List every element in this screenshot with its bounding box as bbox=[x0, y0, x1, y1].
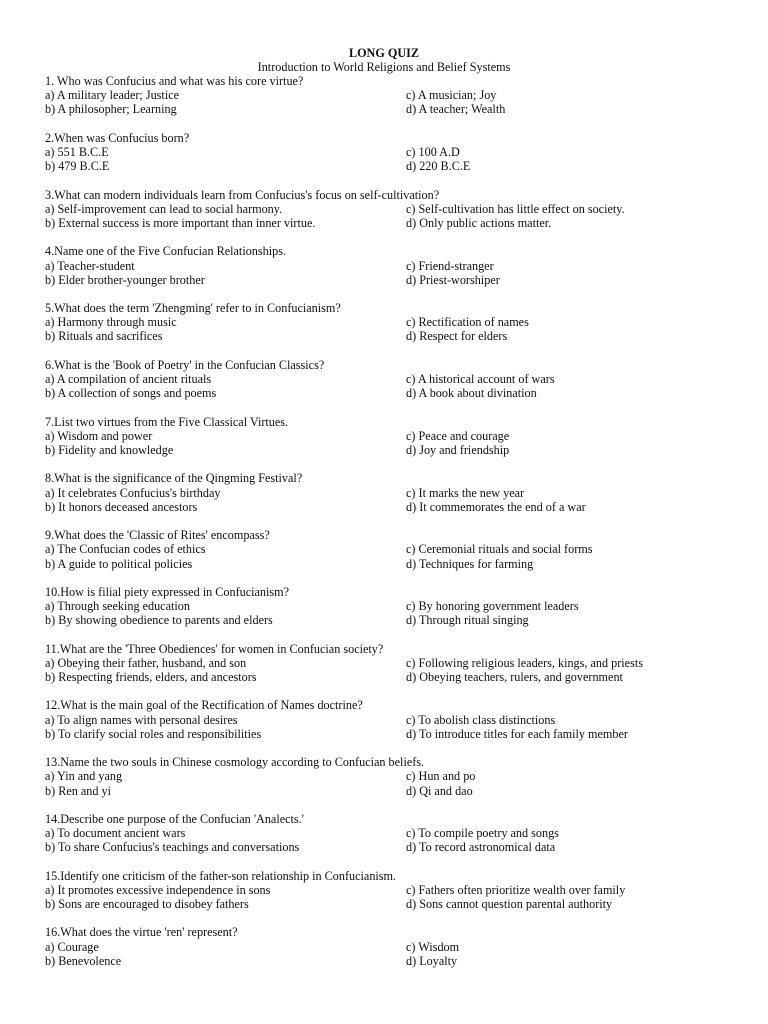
option-c: c) To abolish class distinctions bbox=[406, 712, 556, 727]
option-d: d) Qi and dao bbox=[406, 783, 473, 798]
question-8 bbox=[45, 471, 745, 514]
option-a: a) It celebrates Confucius's birthday bbox=[45, 485, 221, 500]
option-c: c) Ceremonial rituals and social forms bbox=[406, 542, 593, 557]
option-row bbox=[45, 542, 745, 556]
option-row bbox=[45, 329, 745, 343]
option-a: a) A compilation of ancient rituals bbox=[45, 372, 212, 387]
option-c: c) Wisdom bbox=[406, 939, 460, 954]
option-a: a) 551 B.C.E bbox=[45, 144, 109, 159]
option-b: b) To share Confucius's teachings and conversations bbox=[45, 840, 300, 855]
option-row bbox=[45, 557, 745, 571]
option-d: d) A book about divination bbox=[406, 386, 537, 401]
question-1 bbox=[45, 74, 745, 117]
option-b: b) Benevolence bbox=[45, 953, 122, 968]
quiz-subtitle: Introduction to World Religions and Belief Systems bbox=[257, 60, 511, 74]
option-c: c) Fathers often prioritize wealth over family bbox=[406, 882, 626, 897]
question-text: 1. Who was Confucius and what was his core virtue? bbox=[45, 74, 304, 88]
option-row bbox=[45, 769, 745, 783]
question-text: 13.Name the two souls in Chinese cosmology according to Confucian beliefs. bbox=[45, 755, 425, 770]
question-15 bbox=[45, 869, 745, 912]
option-c: c) 100 A.D bbox=[406, 144, 460, 159]
option-d: d) Sons cannot question parental authority bbox=[406, 897, 613, 912]
question-list bbox=[45, 74, 745, 982]
question-text: 5.What does the term 'Zhengming' refer to in Confucianism? bbox=[45, 301, 341, 316]
option-a: a) Wisdom and power bbox=[45, 428, 153, 443]
option-d: d) A teacher; Wealth bbox=[406, 102, 506, 117]
option-row bbox=[45, 259, 745, 273]
option-row bbox=[45, 315, 745, 329]
option-b: b) Fidelity and knowledge bbox=[45, 442, 174, 457]
option-row bbox=[45, 656, 745, 670]
option-c: c) To compile poetry and songs bbox=[406, 826, 559, 841]
question-text: 8.What is the significance of the Qingming Festival? bbox=[45, 471, 303, 486]
option-row bbox=[45, 216, 745, 230]
question-5 bbox=[45, 301, 745, 344]
question-9 bbox=[45, 528, 745, 571]
question-7 bbox=[45, 415, 745, 458]
option-row bbox=[45, 88, 745, 102]
option-c: c) A musician; Joy bbox=[406, 88, 497, 103]
option-row bbox=[45, 386, 745, 400]
option-row bbox=[45, 372, 745, 386]
question-text: 3.What can modern individuals learn from Confucius's focus on self-cultivation? bbox=[45, 187, 440, 202]
option-a: a) Through seeking education bbox=[45, 599, 190, 614]
question-text: 2.When was Confucius born? bbox=[45, 130, 190, 145]
option-d: d) 220 B.C.E bbox=[406, 159, 471, 174]
option-row bbox=[45, 429, 745, 443]
option-b: b) Sons are encouraged to disobey fathers bbox=[45, 897, 249, 912]
option-row bbox=[45, 954, 745, 968]
option-row bbox=[45, 840, 745, 854]
option-d: d) Techniques for farming bbox=[406, 556, 534, 571]
question-text: 6.What is the 'Book of Poetry' in the Confucian Classics? bbox=[45, 357, 325, 372]
question-2 bbox=[45, 131, 745, 174]
question-text: 12.What is the main goal of the Rectification of Names doctrine? bbox=[45, 698, 363, 713]
option-b: b) Ren and yi bbox=[45, 783, 112, 798]
option-b: b) To clarify social roles and responsibilities bbox=[45, 726, 262, 741]
question-11 bbox=[45, 642, 745, 685]
question-14 bbox=[45, 812, 745, 855]
option-row bbox=[45, 273, 745, 287]
option-row bbox=[45, 159, 745, 173]
option-b: b) Elder brother-younger brother bbox=[45, 272, 205, 287]
option-c: c) Peace and courage bbox=[406, 428, 510, 443]
option-a: a) The Confucian codes of ethics bbox=[45, 542, 206, 557]
option-a: a) To document ancient wars bbox=[45, 826, 186, 841]
option-row bbox=[45, 826, 745, 840]
question-text: 16.What does the virtue 'ren' represent? bbox=[45, 925, 238, 940]
option-row bbox=[45, 500, 745, 514]
option-b: b) External success is more important than inner virtue. bbox=[45, 215, 316, 230]
option-row bbox=[45, 784, 745, 798]
question-text: 11.What are the 'Three Obediences' for women in Confucian society? bbox=[45, 641, 384, 656]
option-b: b) A guide to political policies bbox=[45, 556, 193, 571]
option-row bbox=[45, 202, 745, 216]
question-12 bbox=[45, 698, 745, 741]
option-a: a) Courage bbox=[45, 939, 99, 954]
question-16 bbox=[45, 925, 745, 968]
option-a: a) Teacher-student bbox=[45, 258, 135, 273]
option-row bbox=[45, 599, 745, 613]
question-10 bbox=[45, 585, 745, 628]
option-a: a) Obeying their father, husband, and son bbox=[45, 655, 247, 670]
option-row bbox=[45, 883, 745, 897]
option-a: a) It promotes excessive independence in sons bbox=[45, 882, 271, 897]
option-b: b) A collection of songs and poems bbox=[45, 386, 217, 401]
option-a: a) A military leader; Justice bbox=[45, 88, 180, 103]
option-c: c) Following religious leaders, kings, and priests bbox=[406, 655, 643, 670]
option-row bbox=[45, 670, 745, 684]
option-a: a) Yin and yang bbox=[45, 769, 123, 784]
option-b: b) Rituals and sacrifices bbox=[45, 329, 163, 344]
option-c: c) Self-cultivation has little effect on society. bbox=[406, 201, 625, 216]
option-b: b) By showing obedience to parents and elders bbox=[45, 613, 273, 628]
option-c: c) It marks the new year bbox=[406, 485, 525, 500]
question-text: 9.What does the 'Classic of Rites' encompass? bbox=[45, 528, 270, 543]
option-row bbox=[45, 102, 745, 116]
option-row bbox=[45, 486, 745, 500]
option-b: b) A philosopher; Learning bbox=[45, 102, 177, 117]
option-c: c) Friend-stranger bbox=[406, 258, 494, 273]
option-d: d) It commemorates the end of a war bbox=[406, 499, 586, 514]
option-row bbox=[45, 897, 745, 911]
question-text: 7.List two virtues from the Five Classical Virtues. bbox=[45, 414, 289, 429]
option-row bbox=[45, 145, 745, 159]
question-text: 14.Describe one purpose of the Confucian 'Analects.' bbox=[45, 811, 304, 826]
option-d: d) Priest-worshiper bbox=[406, 272, 500, 287]
option-d: d) Loyalty bbox=[406, 953, 458, 968]
question-text: 4.Name one of the Five Confucian Relationships. bbox=[45, 244, 286, 259]
option-b: b) Respecting friends, elders, and ancestors bbox=[45, 670, 257, 685]
question-text: 10.How is filial piety expressed in Confucianism? bbox=[45, 584, 290, 599]
option-row bbox=[45, 613, 745, 627]
option-row bbox=[45, 940, 745, 954]
option-a: a) Self-improvement can lead to social harmony. bbox=[45, 201, 283, 216]
option-c: c) A historical account of wars bbox=[406, 372, 555, 387]
option-c: c) By honoring government leaders bbox=[406, 599, 579, 614]
option-c: c) Hun and po bbox=[406, 769, 476, 784]
quiz-title: LONG QUIZ bbox=[348, 46, 420, 60]
option-d: d) To record astronomical data bbox=[406, 840, 556, 855]
question-6 bbox=[45, 358, 745, 401]
question-13 bbox=[45, 755, 745, 798]
option-c: c) Rectification of names bbox=[406, 315, 529, 330]
option-d: d) Obeying teachers, rulers, and government bbox=[406, 670, 623, 685]
option-row bbox=[45, 443, 745, 457]
option-a: a) Harmony through music bbox=[45, 315, 177, 330]
option-row bbox=[45, 727, 745, 741]
option-d: d) Respect for elders bbox=[406, 329, 508, 344]
option-b: b) 479 B.C.E bbox=[45, 159, 110, 174]
question-3 bbox=[45, 188, 745, 231]
option-d: d) Through ritual singing bbox=[406, 613, 529, 628]
option-a: a) To align names with personal desires bbox=[45, 712, 238, 727]
option-d: d) Joy and friendship bbox=[406, 442, 510, 457]
question-4 bbox=[45, 244, 745, 287]
question-text: 15.Identify one criticism of the father-son relationship in Confucianism. bbox=[45, 868, 397, 883]
option-row bbox=[45, 713, 745, 727]
option-d: d) Only public actions matter. bbox=[406, 215, 552, 230]
option-d: d) To introduce titles for each family member bbox=[406, 726, 628, 741]
option-b: b) It honors deceased ancestors bbox=[45, 499, 198, 514]
